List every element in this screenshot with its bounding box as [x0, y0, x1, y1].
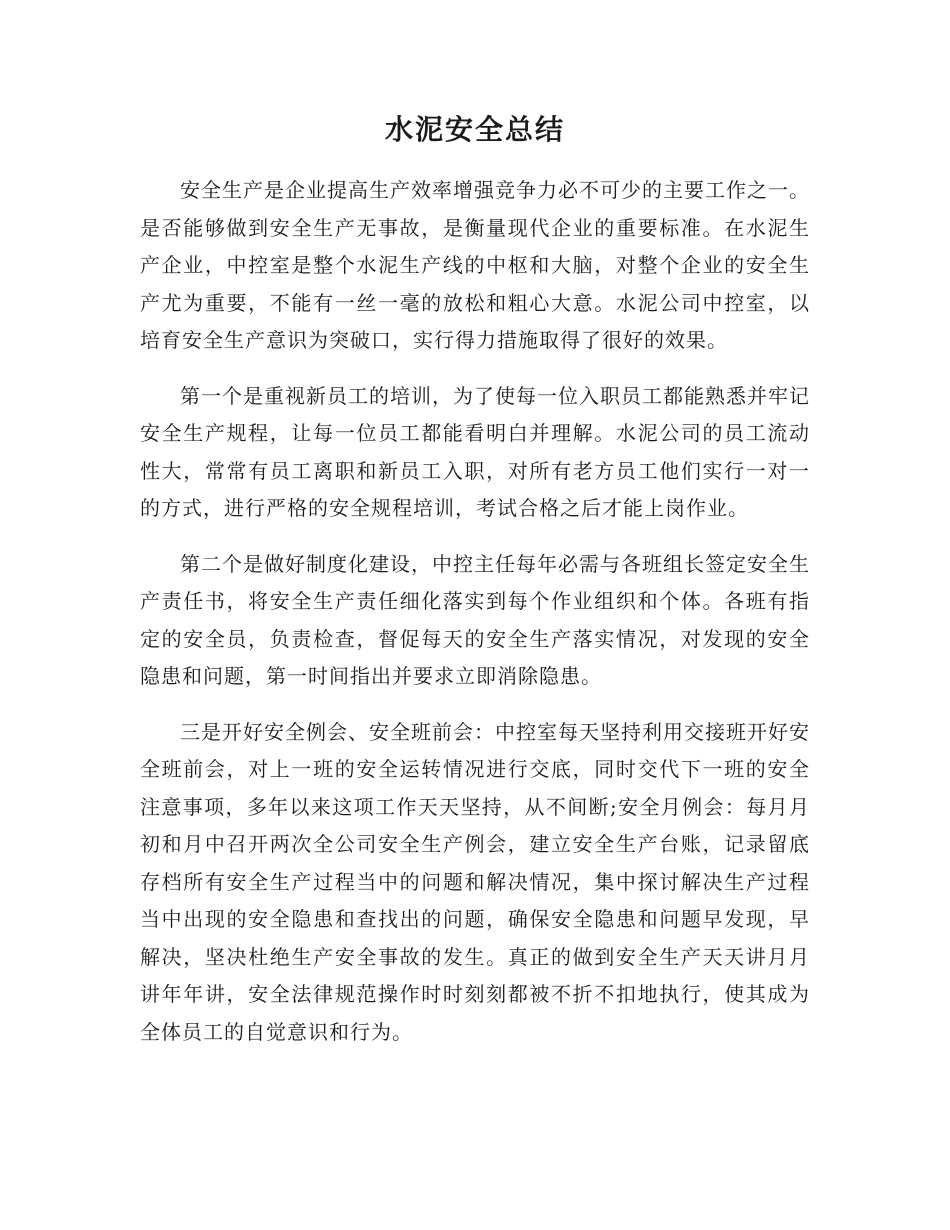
paragraph-2: 第一个是重视新员工的培训，为了使每一位入职员工都能熟悉并牢记安全生产规程，让每一位员工都能看明白并理解。水泥公司的员工流动性大，常常有员工离职和新员工入职，对所有老方员工他们实行一对一的方式，进行严格的安全规程培训，考试合格之后才能上岗作业。	[140, 383, 810, 520]
document-title: 水泥安全总结	[384, 113, 565, 146]
paragraph-1: 安全生产是企业提高生产效率增强竞争力必不可少的主要工作之一。是否能够做到安全生产无事故，是衡量现代企业的重要标准。在水泥生产企业，中控室是整个水泥生产线的中枢和大脑，对整个企业的安全生产尤为重要，不能有一丝一毫的放松和粗心大意。水泥公司中控室，以培育安全生产意识为突破口，实行得力措施取得了很好的效果。	[140, 178, 810, 352]
paragraph-3: 第二个是做好制度化建设，中控主任每年必需与各班组长签定安全生产责任书，将安全生产责任细化落实到每个作业组织和个体。各班有指定的安全员，负责检查，督促每天的安全生产落实情况，对发现的安全隐患和问题，第一时间指出并要求立即消除隐患。	[140, 551, 810, 688]
document-page	[140, 110, 810, 1069]
paragraph-4: 三是开好安全例会、安全班前会：中控室每天坚持利用交接班开好安全班前会，对上一班的安全运转情况进行交底，同时交代下一班的安全注意事项，多年以来这项工作天天坚持，从不间断;安全月例会：每月月初和月中召开两次全公司安全生产例会，建立安全生产台账，记录留底存档所有安全生产过程当中的问题和解决情况，集中探讨解决生产过程当中出现的安全隐患和查找出的问题，确保安全隐患和问题早发现，早解决，坚决杜绝生产安全事故的发生。真正的做到安全生产天天讲月月讲年年讲，安全法律规范操作时时刻刻都被不折不扣地执行，使其成为全体员工的自觉意识和行为。	[140, 719, 810, 1044]
